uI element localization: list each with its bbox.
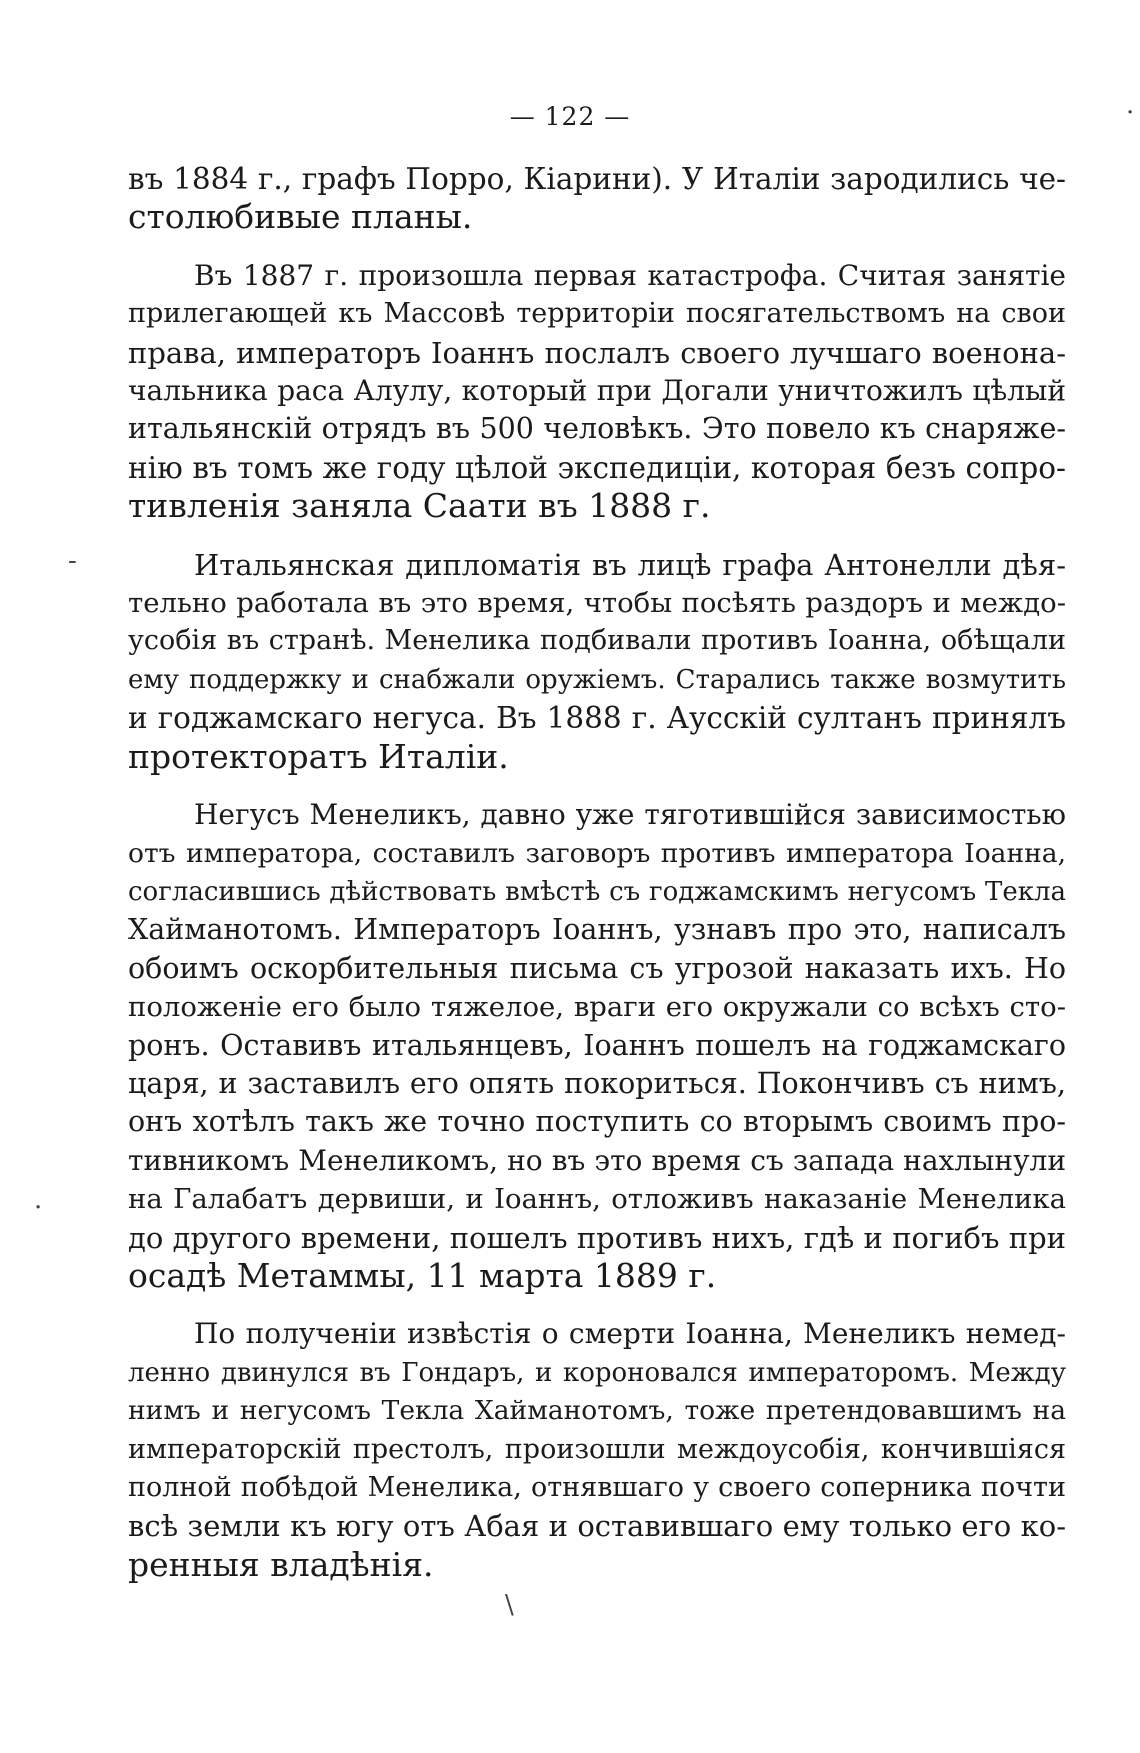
paragraph [128,546,1066,776]
text-line: осадѣ Метаммы, 11 марта 1889 г. [128,1255,717,1295]
text-line: полной побѣдой Менелика, отнявшаго у своего соперника почти [128,1472,1066,1503]
text-line: столюбивые планы. [128,197,473,237]
text-line: тивникомъ Менеликомъ, но въ это время съ запада нахлынули [128,1143,1066,1177]
paragraph-gap [128,1295,1066,1315]
paragraph [128,257,1066,526]
text-line: протекторатъ Италіи. [128,736,509,776]
text-line: По полученіи извѣстія о смерти Іоанна, Менеликъ немед- [194,1317,1066,1351]
text-line: ронъ. Оставивъ итальянцевъ, Іоаннъ пошелъ на годжамскаго [128,1028,1066,1062]
text-line: усобія въ странѣ. Менелика подбивали противъ Іоанна, обѣщали [128,625,1066,657]
text-line: нію въ томъ же году цѣлой экспедиціи, которая безъ сопро- [128,450,1066,485]
text-line: согласившись дѣйствовать вмѣстѣ съ годжамскимъ негусомъ Текла [128,876,1066,907]
text-line: на Галабатъ дервиши, и Іоаннъ, отложивъ наказаніе Менелика [128,1183,1066,1216]
text-line: императорскій престолъ, произошли междоусобія, кончившіяся [128,1433,1066,1465]
margin-mark: · [34,1193,43,1223]
text-line: Негусъ Менеликъ, давно уже тяготившійся зависимостью [194,798,1066,832]
margin-mark: · [1126,98,1135,128]
text-line: всѣ земли къ югу отъ Абая и оставившаго ему только его ко- [128,1509,1066,1544]
paragraph [128,1315,1066,1584]
body-text [128,160,1066,1584]
text-line: тельно работала въ это время, чтобы посѣять раздоръ и междо- [128,587,1066,620]
text-line: Итальянская дипломатія въ лицѣ графа Антонелли дѣя- [194,547,1066,582]
text-line: царя, и заставилъ его опять покориться. Покончивъ съ нимъ, [128,1066,1066,1100]
text-line: и годжамскаго негуса. Въ 1888 г. Аусскій султанъ принялъ [128,701,1066,736]
text-line: онъ хотѣлъ такъ же точно поступить со вторымъ своимъ про- [128,1105,1066,1139]
text-line: права, императоръ Іоаннъ послалъ своего лучшаго военона- [128,335,1066,370]
text-line: нимъ и негусомъ Текла Хайманотомъ, тоже претендовавшимъ на [128,1395,1066,1427]
paragraph [128,796,1066,1295]
paragraph-gap [128,237,1066,257]
paragraph-gap [128,526,1066,546]
text-line: Въ 1887 г. произошла первая катастрофа. Считая занятіе [194,258,1066,292]
margin-mark: \ [505,1590,514,1620]
page-number: — 122 — [509,102,631,131]
text-line: ренныя владѣнія. [128,1544,434,1584]
text-line: ему поддержку и снабжали оружіемъ. Старались также возмутить [128,664,1066,695]
text-line: Хайманотомъ. Императоръ Іоаннъ, узнавъ про это, написалъ [128,913,1066,947]
paragraph-gap [128,776,1066,796]
text-line: въ 1884 г., графъ Порро, Кіарини). У Италіи зародились че- [128,162,1066,196]
text-line: чальника раса Алулу, который при Догали уничтожилъ цѣлый [128,374,1066,408]
text-line: прилегающей къ Массовѣ территоріи посягательствомъ на свои [128,298,1066,330]
paragraph [128,160,1066,237]
text-line: отъ императора, составилъ заговоръ противъ императора Іоанна, [128,837,1066,869]
text-line: тивленія заняла Саати въ 1888 г. [128,486,711,526]
text-line: до другого времени, пошелъ противъ нихъ, гдѣ и погибъ при [128,1220,1066,1255]
text-line: итальянскій отрядъ въ 500 человѣкъ. Это повело къ снаряже- [128,412,1066,446]
text-line: обоимъ оскорбительныя письма съ угрозой наказать ихъ. Но [128,951,1066,985]
text-line: ленно двинулся въ Гондаръ, и короновался императоромъ. Между [128,1357,1066,1388]
text-line: положеніе его было тяжелое, враги его окружали со всѣхъ сто- [128,991,1066,1024]
margin-mark: - [68,546,77,576]
